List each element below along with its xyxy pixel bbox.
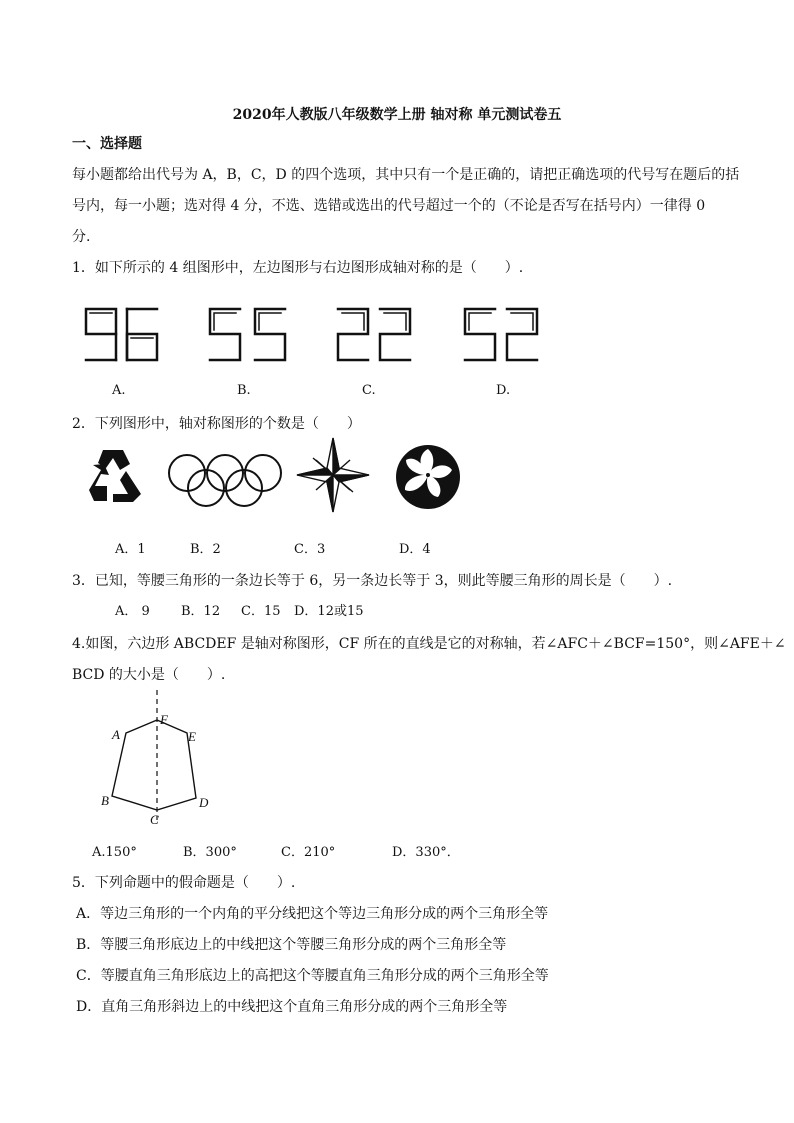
section-heading: 一、选择题: [72, 136, 142, 152]
q1-figure-b-55: [210, 309, 285, 360]
label-c: C: [150, 812, 159, 827]
q2-figures: [0, 438, 794, 518]
q4-option-b: B．300°: [183, 845, 237, 860]
q4-hexagon-figure: [0, 690, 794, 830]
intro-line-3: 分.: [72, 229, 91, 245]
label-b: B: [101, 793, 109, 808]
q2-option-d: D．4: [399, 542, 431, 557]
q3-option-b: B．12: [181, 604, 221, 619]
q1-figures: [0, 300, 794, 370]
olympic-rings-icon: [169, 455, 281, 506]
label-d: D: [199, 795, 209, 810]
q2-option-a: A．1: [115, 542, 146, 557]
compass-star-icon: [297, 438, 369, 512]
q1-figure-a-6: [127, 309, 157, 360]
intro-line-2: 号内，每一小题；选对得 4 分，不选、选错或选出的代号超过一个的（不论是否写在括号内）一律得 0: [72, 198, 706, 214]
q3-option-c: C．15: [241, 604, 281, 619]
q2-option-b: B．2: [190, 542, 221, 557]
label-f: F: [160, 712, 168, 727]
q5-option-a: A．等边三角形的一个内角的平分线把这个等边三角形分成的两个三角形全等: [76, 906, 549, 922]
q1-option-b: B.: [237, 383, 251, 398]
hexagon-abcdef: [112, 720, 196, 810]
q4-option-a: A.150°: [92, 845, 137, 860]
q4-stem-line-1: 4.如图，六边形 ABCDEF 是轴对称图形，CF 所在的直线是它的对称轴，若∠AFC＋∠BCF=150°，则∠AFE＋∠: [72, 636, 786, 652]
q3-option-a: A． 9: [115, 604, 150, 619]
q4-stem-line-2: BCD 的大小是（ ）.: [72, 667, 226, 683]
bauhinia-icon: [396, 445, 460, 509]
q1-figure-d-52: [465, 309, 537, 360]
q3-option-d: D．12或15: [294, 604, 364, 619]
q4-option-c: C．210°: [281, 845, 336, 860]
q1-figure-a-9: [86, 309, 116, 360]
q1-option-a: A.: [112, 383, 126, 398]
q5-stem: 5．下列命题中的假命题是（ ）.: [72, 875, 296, 891]
q5-option-b: B．等腰三角形底边上的中线把这个等腰三角形分成的两个三角形全等: [76, 937, 507, 953]
q1-option-d: D.: [496, 383, 511, 398]
q5-option-c: C．等腰直角三角形底边上的高把这个等腰直角三角形分成的两个三角形全等: [76, 968, 549, 984]
recycle-icon: [89, 450, 141, 502]
q3-stem: 3．已知，等腰三角形的一条边长等于 6，另一条边长等于 3，则此等腰三角形的周长是（ ）.: [72, 573, 673, 589]
q2-stem: 2．下列图形中，轴对称图形的个数是（ ）: [72, 416, 361, 432]
q5-option-d: D．直角三角形斜边上的中线把这个直角三角形分成的两个三角形全等: [76, 999, 508, 1015]
q1-figure-c-22: [338, 309, 410, 360]
intro-line-1: 每小题都给出代号为 A，B，C，D 的四个选项，其中只有一个是正确的，请把正确选项的代号写在题后的括: [72, 167, 740, 183]
q4-option-d: D．330°．: [392, 845, 460, 860]
label-e: E: [188, 729, 196, 744]
q1-stem: 1．如下所示的 4 组图形中，左边图形与右边图形成轴对称的是（ ）.: [72, 260, 524, 276]
page-title: 2020年人教版八年级数学上册 轴对称 单元测试卷五: [232, 107, 562, 123]
q1-option-c: C.: [362, 383, 376, 398]
q2-option-c: C．3: [294, 542, 326, 557]
label-a: A: [112, 727, 120, 742]
